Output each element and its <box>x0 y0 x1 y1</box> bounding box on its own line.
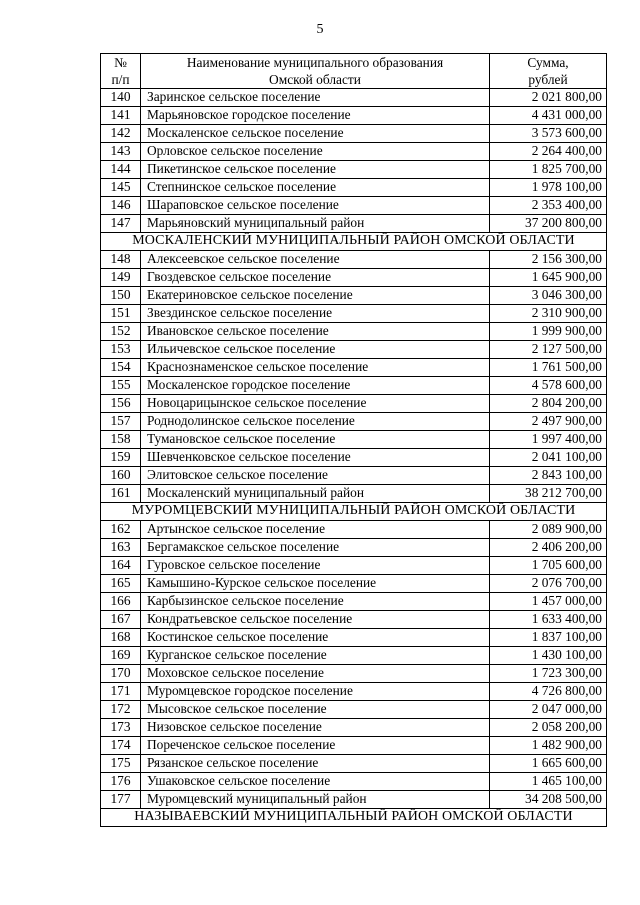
amount-rubles: 2 076 700,00 <box>490 575 607 593</box>
row-number: 145 <box>101 179 141 197</box>
row-number: 155 <box>101 377 141 395</box>
municipality-name: Москаленское сельское поселение <box>141 125 490 143</box>
table-row <box>101 719 607 737</box>
header-number <box>101 54 141 89</box>
row-number: 164 <box>101 557 141 575</box>
row-number: 166 <box>101 593 141 611</box>
municipality-name: Курганское сельское поселение <box>141 647 490 665</box>
amount-rubles: 1 997 400,00 <box>490 431 607 449</box>
table-row <box>101 341 607 359</box>
municipality-name: Карбызинское сельское поселение <box>141 593 490 611</box>
row-number: 159 <box>101 449 141 467</box>
amount-rubles: 2 406 200,00 <box>490 539 607 557</box>
row-number: 148 <box>101 251 141 269</box>
table-row <box>101 287 607 305</box>
amount-rubles: 3 573 600,00 <box>490 125 607 143</box>
table-row <box>101 251 607 269</box>
table-row <box>101 593 607 611</box>
funding-table <box>100 53 607 827</box>
amount-rubles: 2 047 000,00 <box>490 701 607 719</box>
amount-rubles: 1 665 600,00 <box>490 755 607 773</box>
table-row <box>101 575 607 593</box>
table-row <box>101 557 607 575</box>
municipality-name: Мысовское сельское поселение <box>141 701 490 719</box>
table-row <box>101 215 607 233</box>
municipality-name: Пикетинское сельское поселение <box>141 161 490 179</box>
header-name <box>141 54 490 89</box>
table-row <box>101 125 607 143</box>
amount-rubles: 1 978 100,00 <box>490 179 607 197</box>
amount-rubles: 1 430 100,00 <box>490 647 607 665</box>
row-number: 177 <box>101 791 141 809</box>
header-sum-line1: Сумма, <box>527 55 569 70</box>
municipality-name: Артынское сельское поселение <box>141 521 490 539</box>
row-number: 173 <box>101 719 141 737</box>
municipality-name: Шараповское сельское поселение <box>141 197 490 215</box>
header-row <box>101 54 607 89</box>
row-number: 149 <box>101 269 141 287</box>
row-number: 154 <box>101 359 141 377</box>
amount-rubles: 1 761 500,00 <box>490 359 607 377</box>
table-row <box>101 737 607 755</box>
municipality-name: Низовское сельское поселение <box>141 719 490 737</box>
municipality-name: Марьяновское городское поселение <box>141 107 490 125</box>
table-row <box>101 107 607 125</box>
row-number: 146 <box>101 197 141 215</box>
district-header-row <box>101 503 607 521</box>
amount-rubles: 37 200 800,00 <box>490 215 607 233</box>
municipality-name: Костинское сельское поселение <box>141 629 490 647</box>
header-sum-line2: рублей <box>528 72 568 87</box>
amount-rubles: 1 645 900,00 <box>490 269 607 287</box>
table-row <box>101 629 607 647</box>
table-row <box>101 197 607 215</box>
municipality-name: Ильичевское сельское поселение <box>141 341 490 359</box>
district-title: МОСКАЛЕНСКИЙ МУНИЦИПАЛЬНЫЙ РАЙОН ОМСКОЙ ОБЛАСТИ <box>101 233 607 251</box>
amount-rubles: 1 837 100,00 <box>490 629 607 647</box>
amount-rubles: 38 212 700,00 <box>490 485 607 503</box>
table-row <box>101 683 607 701</box>
amount-rubles: 34 208 500,00 <box>490 791 607 809</box>
amount-rubles: 1 999 900,00 <box>490 323 607 341</box>
municipality-name: Степнинское сельское поселение <box>141 179 490 197</box>
amount-rubles: 4 431 000,00 <box>490 107 607 125</box>
table-row <box>101 521 607 539</box>
municipality-name: Москаленский муниципальный район <box>141 485 490 503</box>
municipality-name: Элитовское сельское поселение <box>141 467 490 485</box>
table-row <box>101 665 607 683</box>
amount-rubles: 2 156 300,00 <box>490 251 607 269</box>
table-row <box>101 323 607 341</box>
table-header <box>101 54 607 89</box>
row-number: 140 <box>101 89 141 107</box>
row-number: 167 <box>101 611 141 629</box>
row-number: 156 <box>101 395 141 413</box>
municipality-name: Орловское сельское поселение <box>141 143 490 161</box>
row-number: 168 <box>101 629 141 647</box>
table-row <box>101 413 607 431</box>
row-number: 142 <box>101 125 141 143</box>
municipality-name: Муромцевский муниципальный район <box>141 791 490 809</box>
municipality-name: Муромцевское городское поселение <box>141 683 490 701</box>
row-number: 171 <box>101 683 141 701</box>
amount-rubles: 1 723 300,00 <box>490 665 607 683</box>
municipality-name: Рязанское сельское поселение <box>141 755 490 773</box>
table-row <box>101 791 607 809</box>
table-row <box>101 449 607 467</box>
table-row <box>101 359 607 377</box>
municipality-name: Шевченковское сельское поселение <box>141 449 490 467</box>
amount-rubles: 2 843 100,00 <box>490 467 607 485</box>
table-row <box>101 647 607 665</box>
row-number: 147 <box>101 215 141 233</box>
amount-rubles: 4 726 800,00 <box>490 683 607 701</box>
header-number-line1: № <box>114 55 127 70</box>
row-number: 141 <box>101 107 141 125</box>
row-number: 150 <box>101 287 141 305</box>
row-number: 157 <box>101 413 141 431</box>
amount-rubles: 2 353 400,00 <box>490 197 607 215</box>
municipality-name: Заринское сельское поселение <box>141 89 490 107</box>
table-row <box>101 773 607 791</box>
amount-rubles: 2 089 900,00 <box>490 521 607 539</box>
municipality-name: Гуровское сельское поселение <box>141 557 490 575</box>
table-row <box>101 539 607 557</box>
amount-rubles: 2 041 100,00 <box>490 449 607 467</box>
amount-rubles: 2 021 800,00 <box>490 89 607 107</box>
row-number: 162 <box>101 521 141 539</box>
row-number: 160 <box>101 467 141 485</box>
municipality-name: Моховское сельское поселение <box>141 665 490 683</box>
table-row <box>101 611 607 629</box>
table-row <box>101 161 607 179</box>
district-header-row <box>101 809 607 827</box>
row-number: 165 <box>101 575 141 593</box>
municipality-name: Роднодолинское сельское поселение <box>141 413 490 431</box>
table-row <box>101 143 607 161</box>
amount-rubles: 1 457 000,00 <box>490 593 607 611</box>
row-number: 143 <box>101 143 141 161</box>
municipality-name: Пореченское сельское поселение <box>141 737 490 755</box>
header-sum <box>490 54 607 89</box>
municipality-name: Гвоздевское сельское поселение <box>141 269 490 287</box>
header-name-line1: Наименование муниципального образования <box>186 55 444 70</box>
amount-rubles: 2 804 200,00 <box>490 395 607 413</box>
page-number: 5 <box>316 22 324 37</box>
municipality-name: Краснознаменское сельское поселение <box>141 359 490 377</box>
table-row <box>101 179 607 197</box>
table-row <box>101 269 607 287</box>
table-row <box>101 377 607 395</box>
table-body <box>101 89 607 827</box>
table-row <box>101 701 607 719</box>
amount-rubles: 3 046 300,00 <box>490 287 607 305</box>
table-row <box>101 755 607 773</box>
header-number-line2: п/п <box>111 72 130 87</box>
table-row <box>101 467 607 485</box>
municipality-name: Камышино-Курское сельское поселение <box>141 575 490 593</box>
row-number: 172 <box>101 701 141 719</box>
district-header-row <box>101 233 607 251</box>
amount-rubles: 2 497 900,00 <box>490 413 607 431</box>
row-number: 161 <box>101 485 141 503</box>
municipality-name: Марьяновский муниципальный район <box>141 215 490 233</box>
amount-rubles: 2 264 400,00 <box>490 143 607 161</box>
row-number: 176 <box>101 773 141 791</box>
table-row <box>101 305 607 323</box>
municipality-name: Звездинское сельское поселение <box>141 305 490 323</box>
amount-rubles: 2 058 200,00 <box>490 719 607 737</box>
municipality-name: Москаленское городское поселение <box>141 377 490 395</box>
row-number: 152 <box>101 323 141 341</box>
district-title: МУРОМЦЕВСКИЙ МУНИЦИПАЛЬНЫЙ РАЙОН ОМСКОЙ ОБЛАСТИ <box>101 503 607 521</box>
amount-rubles: 4 578 600,00 <box>490 377 607 395</box>
municipality-name: Алексеевское сельское поселение <box>141 251 490 269</box>
amount-rubles: 1 465 100,00 <box>490 773 607 791</box>
amount-rubles: 1 633 400,00 <box>490 611 607 629</box>
row-number: 169 <box>101 647 141 665</box>
municipality-name: Ивановское сельское поселение <box>141 323 490 341</box>
amount-rubles: 1 482 900,00 <box>490 737 607 755</box>
table-row <box>101 395 607 413</box>
table-row <box>101 89 607 107</box>
row-number: 151 <box>101 305 141 323</box>
amount-rubles: 1 705 600,00 <box>490 557 607 575</box>
municipality-name: Новоцарицынское сельское поселение <box>141 395 490 413</box>
table-row <box>101 485 607 503</box>
municipality-name: Ушаковское сельское поселение <box>141 773 490 791</box>
municipality-name: Бергамакское сельское поселение <box>141 539 490 557</box>
municipality-name: Екатериновское сельское поселение <box>141 287 490 305</box>
row-number: 153 <box>101 341 141 359</box>
table-row <box>101 431 607 449</box>
header-name-line2: Омской области <box>269 72 361 87</box>
row-number: 144 <box>101 161 141 179</box>
municipality-name: Кондратьевское сельское поселение <box>141 611 490 629</box>
amount-rubles: 2 310 900,00 <box>490 305 607 323</box>
row-number: 174 <box>101 737 141 755</box>
amount-rubles: 1 825 700,00 <box>490 161 607 179</box>
municipality-name: Тумановское сельское поселение <box>141 431 490 449</box>
district-title: НАЗЫВАЕВСКИЙ МУНИЦИПАЛЬНЫЙ РАЙОН ОМСКОЙ ОБЛАСТИ <box>101 809 607 827</box>
row-number: 158 <box>101 431 141 449</box>
row-number: 175 <box>101 755 141 773</box>
amount-rubles: 2 127 500,00 <box>490 341 607 359</box>
row-number: 163 <box>101 539 141 557</box>
row-number: 170 <box>101 665 141 683</box>
